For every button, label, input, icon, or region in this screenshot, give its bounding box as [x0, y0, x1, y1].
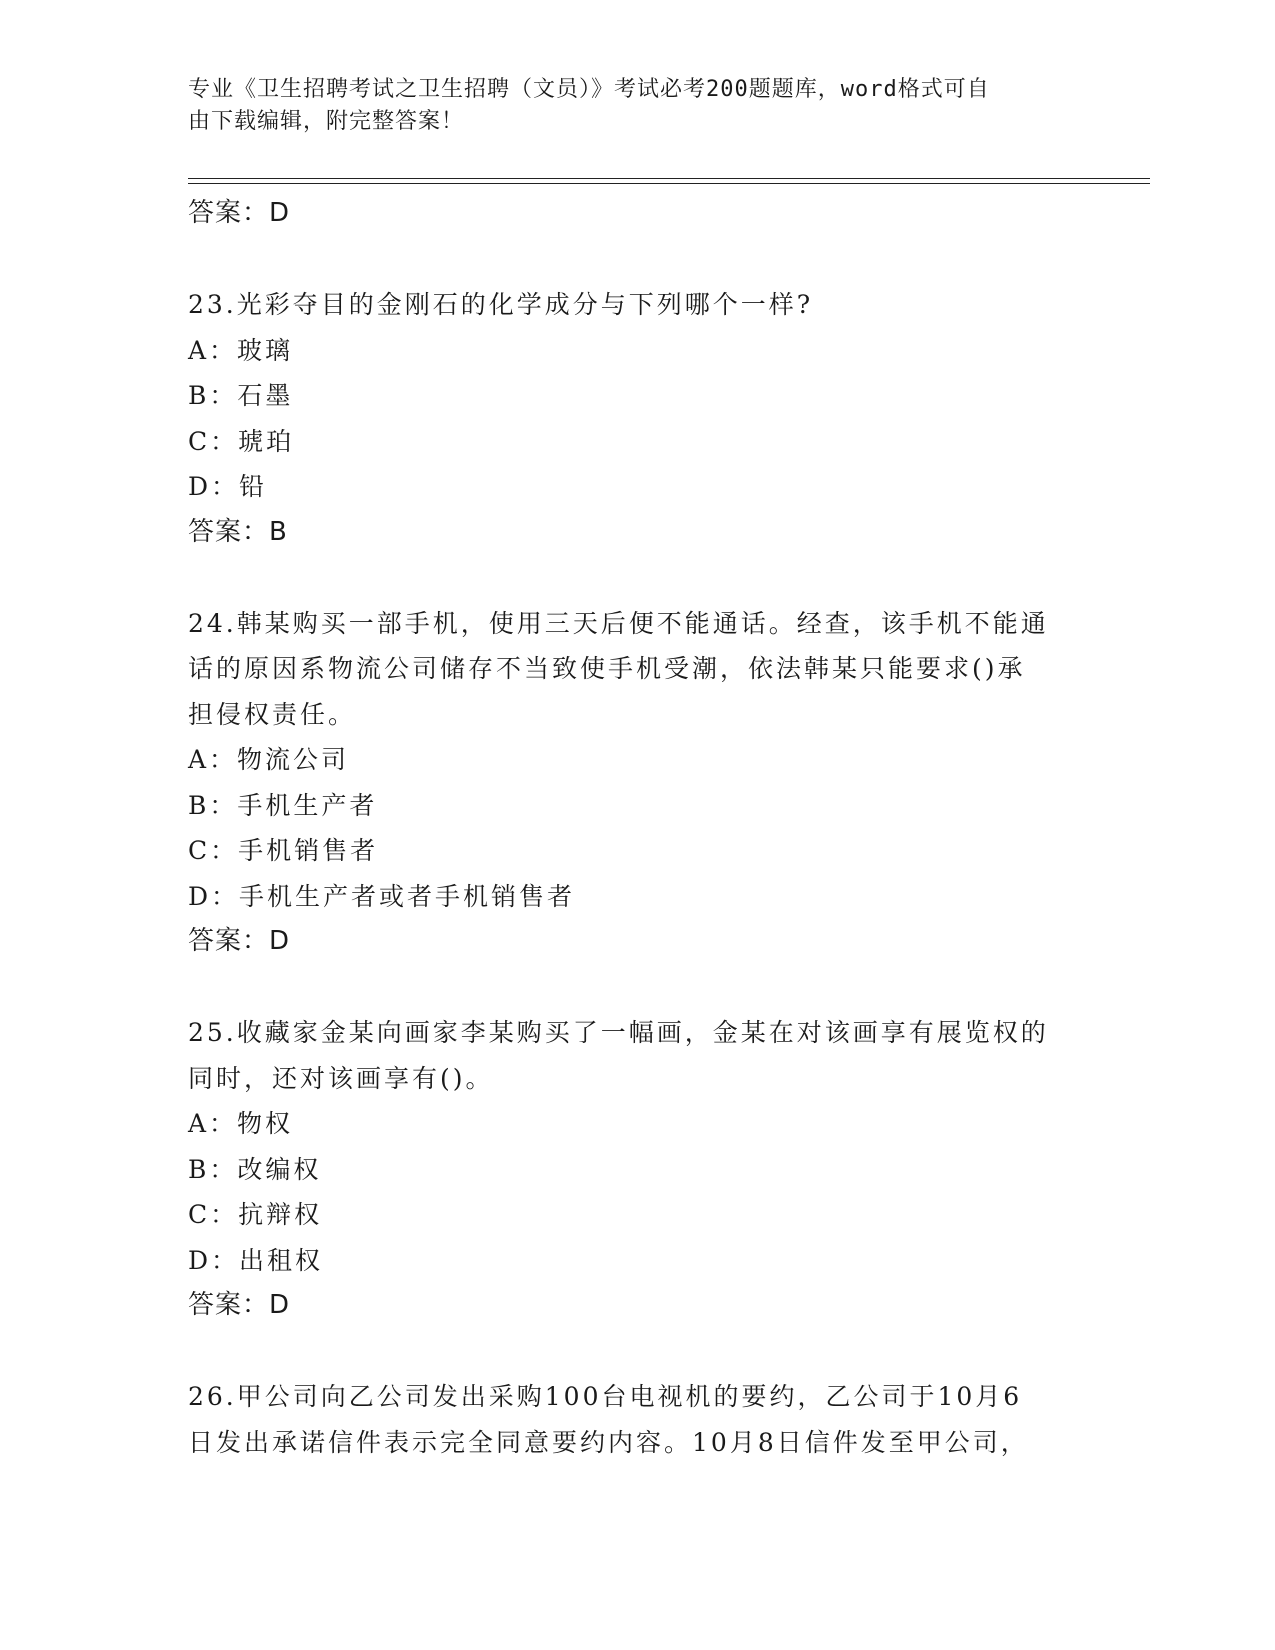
document-body	[188, 191, 1088, 1465]
option-a: A：玻璃	[188, 335, 294, 365]
question-23	[188, 282, 1088, 555]
question-stem-line: 话的原因系物流公司储存不当致使手机受潮，依法韩某只能要求()承	[188, 654, 1026, 683]
header-line-1: 专业《卫生招聘考试之卫生招聘（文员）》考试必考200题题库，word格式可自	[188, 77, 990, 102]
document-header	[188, 74, 1088, 138]
question-stem-line: 26.甲公司向乙公司发出采购100台电视机的要约，乙公司于10月6	[188, 1382, 1023, 1411]
option-d: D：铅	[188, 472, 268, 501]
option-b: B：手机生产者	[188, 790, 378, 820]
question-stem-line: 25.收藏家金某向画家李某购买了一幅画，金某在对该画享有展览权的	[188, 1018, 1049, 1047]
question-stem	[188, 1010, 1088, 1101]
option-b: B：改编权	[188, 1154, 322, 1184]
spacer	[188, 965, 1088, 1011]
question-stem-line: 担侵权责任。	[188, 699, 357, 729]
question-24	[188, 601, 1088, 965]
header-line-2: 由下载编辑，附完整答案！	[188, 109, 465, 134]
question-stem-line: 24.韩某购买一部手机，使用三天后便不能通话。经查，该手机不能通	[188, 608, 1049, 638]
option-d: D：手机生产者或者手机销售者	[188, 881, 576, 911]
option-c: C：抗辩权	[188, 1200, 323, 1229]
answer-line: 答案：B	[188, 516, 288, 547]
spacer	[188, 1329, 1088, 1375]
question-stem	[188, 601, 1088, 738]
option-b: B：石墨	[188, 381, 294, 410]
spacer	[188, 237, 1088, 283]
header-rule-bottom	[188, 183, 1150, 184]
answer-line: 答案：D	[188, 926, 291, 956]
question-stem-line: 同时，还对该画享有()。	[188, 1063, 494, 1093]
option-a: A：物权	[188, 1109, 294, 1138]
option-c: C：手机销售者	[188, 836, 379, 865]
question-stem	[188, 282, 1088, 328]
question-26	[188, 1374, 1088, 1465]
header-rule-top	[188, 178, 1150, 179]
answer-line: 答案：D	[188, 1290, 291, 1320]
question-25	[188, 1010, 1088, 1329]
question-stem-line: 23.光彩夺目的金刚石的化学成分与下列哪个一样?	[188, 290, 814, 319]
option-c: C：琥珀	[188, 426, 295, 456]
answer-line: 答案：D	[188, 198, 291, 228]
question-stem	[188, 1374, 1088, 1465]
spacer	[188, 555, 1088, 601]
option-d: D：出租权	[188, 1245, 324, 1275]
option-a: A：物流公司	[188, 745, 350, 774]
question-stem-line: 日发出承诺信件表示完全同意要约内容。10月8日信件发至甲公司，	[188, 1427, 1029, 1457]
